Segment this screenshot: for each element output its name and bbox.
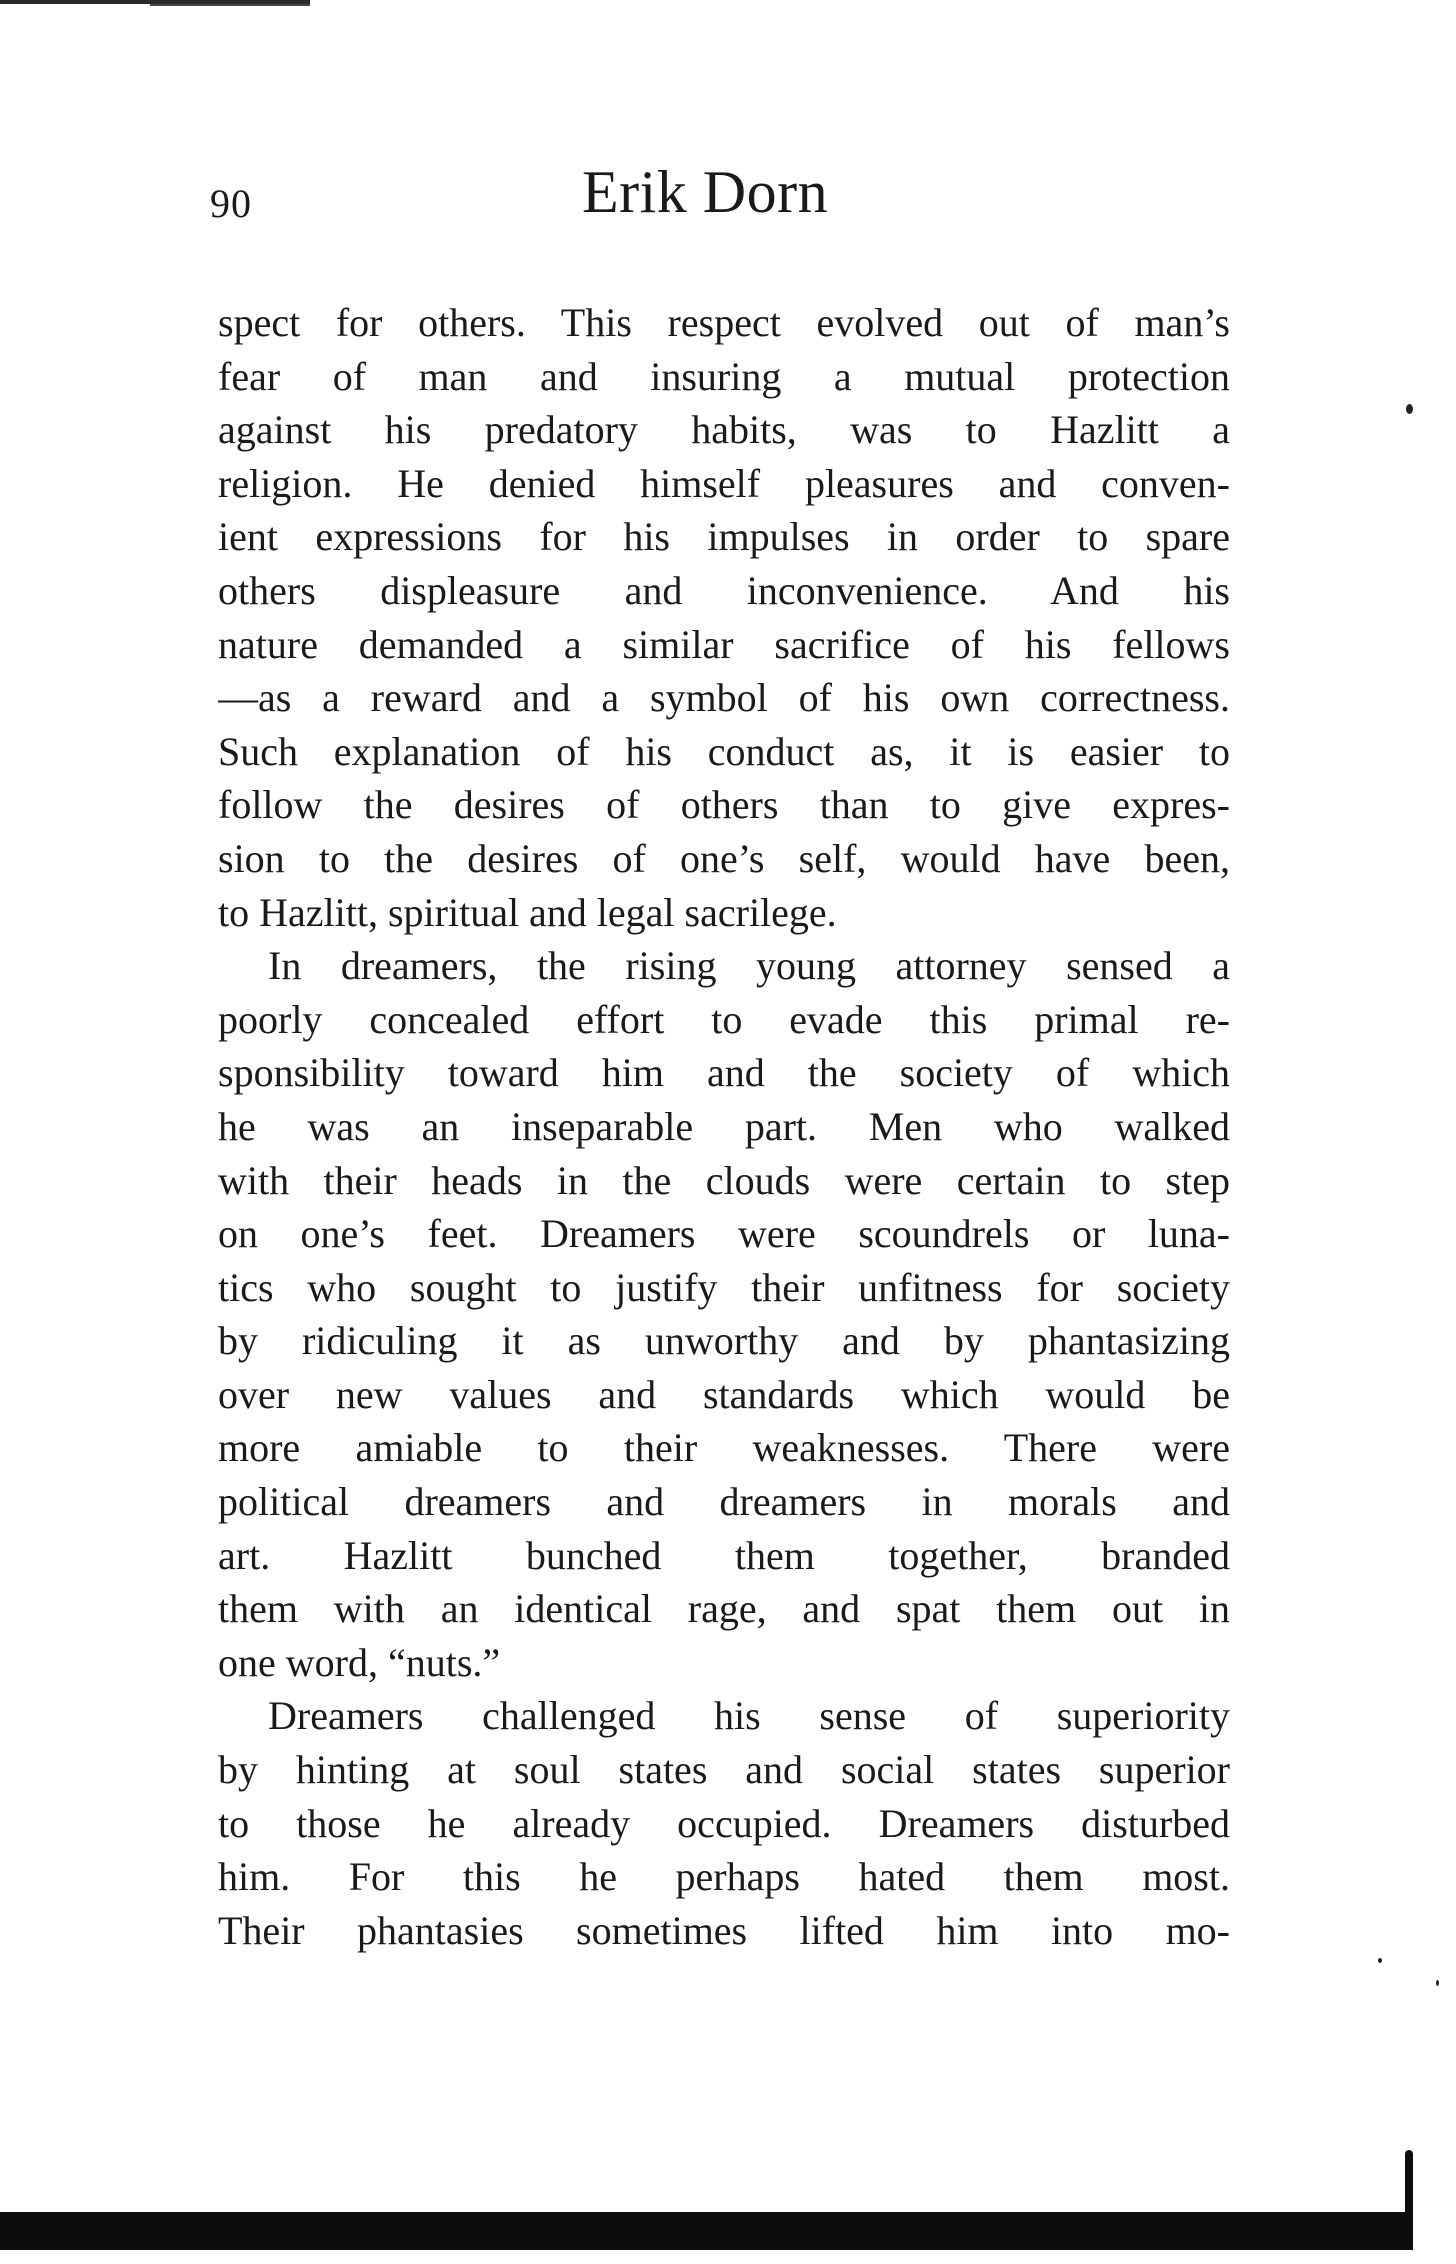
text-line: political dreamers and dreamers in morals and: [218, 1479, 1230, 1525]
text-line: spect for others. This respect evolved out of man’s: [218, 300, 1230, 345]
body-text: [218, 296, 1230, 1957]
text-line: art. Hazlitt bunched them together, branded: [218, 1532, 1230, 1578]
running-title: Erik Dorn: [582, 159, 829, 225]
text-line: religion. He denied himself pleasures and conven-: [218, 460, 1230, 506]
scan-bottom-band: [0, 2212, 1410, 2250]
scan-speck: [1436, 1980, 1439, 1986]
paragraph-end-line: one word, “nuts.”: [218, 1639, 501, 1685]
text-line: others displeasure and inconvenience. And his: [218, 567, 1230, 613]
paragraph-start-line: Dreamers challenged his sense of superiority: [268, 1693, 1230, 1739]
text-line: to those he already occupied. Dreamers disturbed: [218, 1800, 1230, 1846]
text-line: —as a reward and a symbol of his own correctness.: [218, 675, 1230, 721]
page-number: 90: [210, 181, 252, 226]
text-line: him. For this he perhaps hated them most.: [218, 1854, 1230, 1900]
text-line: fear of man and insuring a mutual protection: [218, 353, 1230, 399]
text-line: by hinting at soul states and social states superior: [218, 1747, 1230, 1793]
text-line: with their heads in the clouds were certain to step: [218, 1157, 1230, 1203]
text-line: more amiable to their weaknesses. There were: [218, 1425, 1230, 1471]
text-line: follow the desires of others than to give expres-: [218, 782, 1230, 828]
text-line: Such explanation of his conduct as, it is easier to: [218, 728, 1230, 774]
text-line: against his predatory habits, was to Hazlitt a: [218, 407, 1230, 453]
text-line: tics who sought to justify their unfitness for society: [218, 1264, 1230, 1310]
paragraph-end-line: to Hazlitt, spiritual and legal sacrilege.: [218, 889, 837, 935]
text-line: he was an inseparable part. Men who walked: [218, 1103, 1230, 1149]
text-line: sponsibility toward him and the society of which: [218, 1050, 1230, 1096]
page-header: [0, 158, 1456, 238]
text-line: them with an identical rage, and spat them out in: [218, 1586, 1230, 1632]
text-line: by ridiculing it as unworthy and by phantasizing: [218, 1318, 1230, 1364]
text-line: poorly concealed effort to evade this primal re-: [218, 996, 1230, 1042]
text-line: over new values and standards which would be: [218, 1371, 1230, 1417]
text-line: sion to the desires of one’s self, would have been,: [218, 835, 1230, 881]
text-line: Their phantasies sometimes lifted him into mo-: [218, 1907, 1230, 1953]
text-line: nature demanded a similar sacrifice of his fellows: [218, 621, 1230, 667]
text-line: ient expressions for his impulses in order to spare: [218, 514, 1230, 560]
scan-edge-rule: [0, 0, 310, 4]
text-line: on one’s feet. Dreamers were scoundrels or luna-: [218, 1211, 1230, 1257]
paragraph-start-line: In dreamers, the rising young attorney sensed a: [268, 943, 1230, 989]
scan-speck: [1378, 1958, 1382, 1963]
scan-speck: [1406, 404, 1413, 414]
